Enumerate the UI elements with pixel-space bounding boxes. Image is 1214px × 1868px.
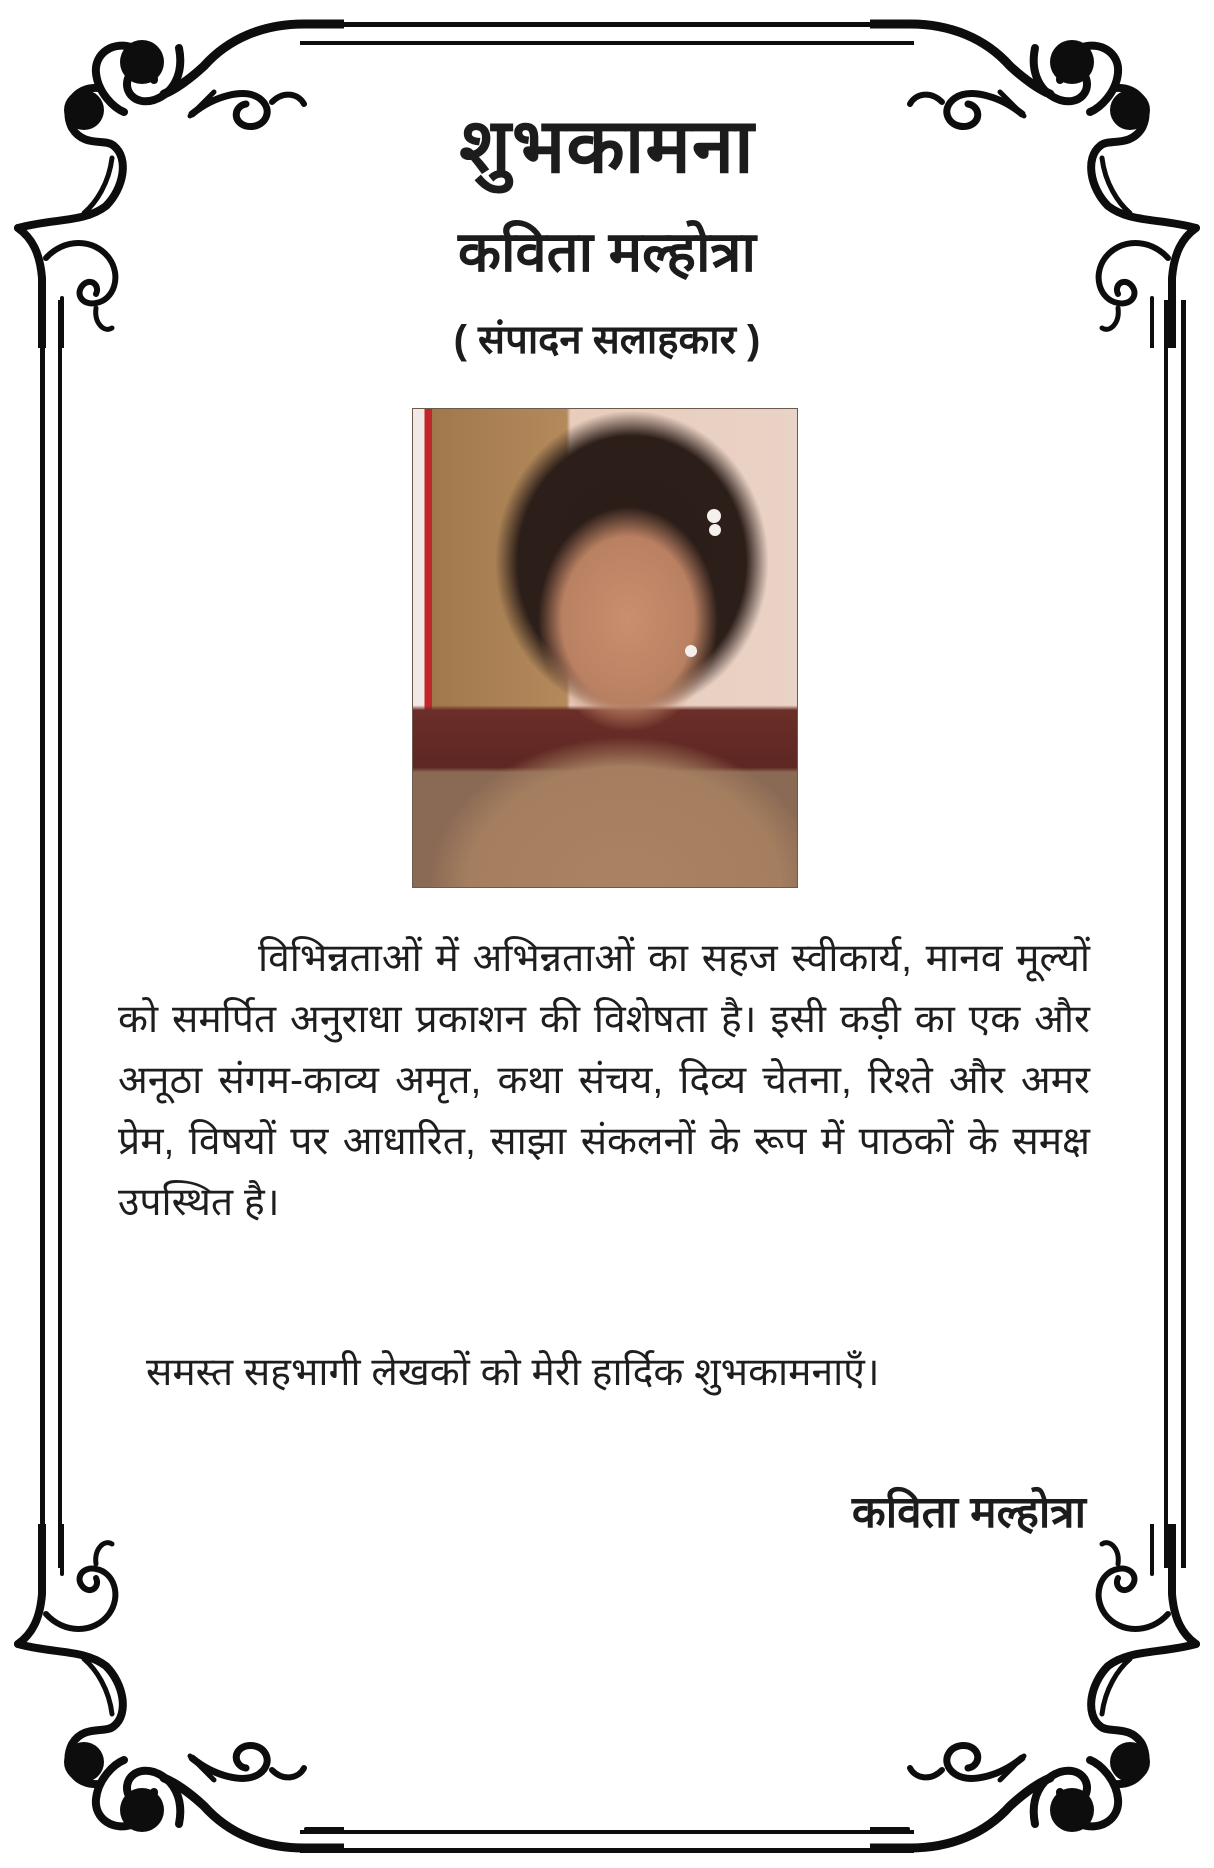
border-bottom-inner: [300, 1830, 914, 1834]
person-name: कविता मल्होत्रा: [458, 220, 756, 283]
signature: कविता मल्होत्रा: [851, 1488, 1086, 1537]
border-left-outer: [40, 300, 45, 1568]
hair-ornament: [707, 509, 721, 523]
border-right-inner: [1164, 300, 1168, 1568]
border-right-outer: [1181, 300, 1186, 1568]
portrait-photo: [412, 408, 798, 888]
ornament-corner-bottom-left-icon: [14, 1524, 344, 1854]
border-bottom-outer: [300, 1848, 914, 1853]
person-role: ( संपादन सलाहकार ): [453, 318, 761, 362]
ornament-corner-bottom-right-icon: [870, 1524, 1200, 1854]
border-top-inner: [300, 41, 914, 45]
message-paragraph-2: समस्त सहभागी लेखकों को मेरी हार्दिक शुभकामनाएँ।: [146, 1351, 880, 1394]
message-paragraph-1-text: विभिन्नताओं में अभिन्नताओं का सहज स्वीकार्य, मानव मूल्यों को समर्पित अनुराधा प्रकाशन की विशेषता है। इसी कड़ी का एक और अनूठा संगम-काव्य अमृत, कथा संचय, दिव्य चेतना, रिश्ते और अमर प्रेम, विषयों पर आधारित, साझा संकलनों के रूप में पाठकों के समक्ष उपस्थित है।: [118, 937, 1090, 1224]
border-top-outer: [300, 22, 914, 27]
message-paragraph-1: [118, 928, 1090, 1233]
border-left-inner: [58, 300, 62, 1568]
earring: [685, 645, 697, 657]
hair-ornament: [709, 524, 721, 536]
card-title: शुभकामना: [459, 104, 755, 189]
